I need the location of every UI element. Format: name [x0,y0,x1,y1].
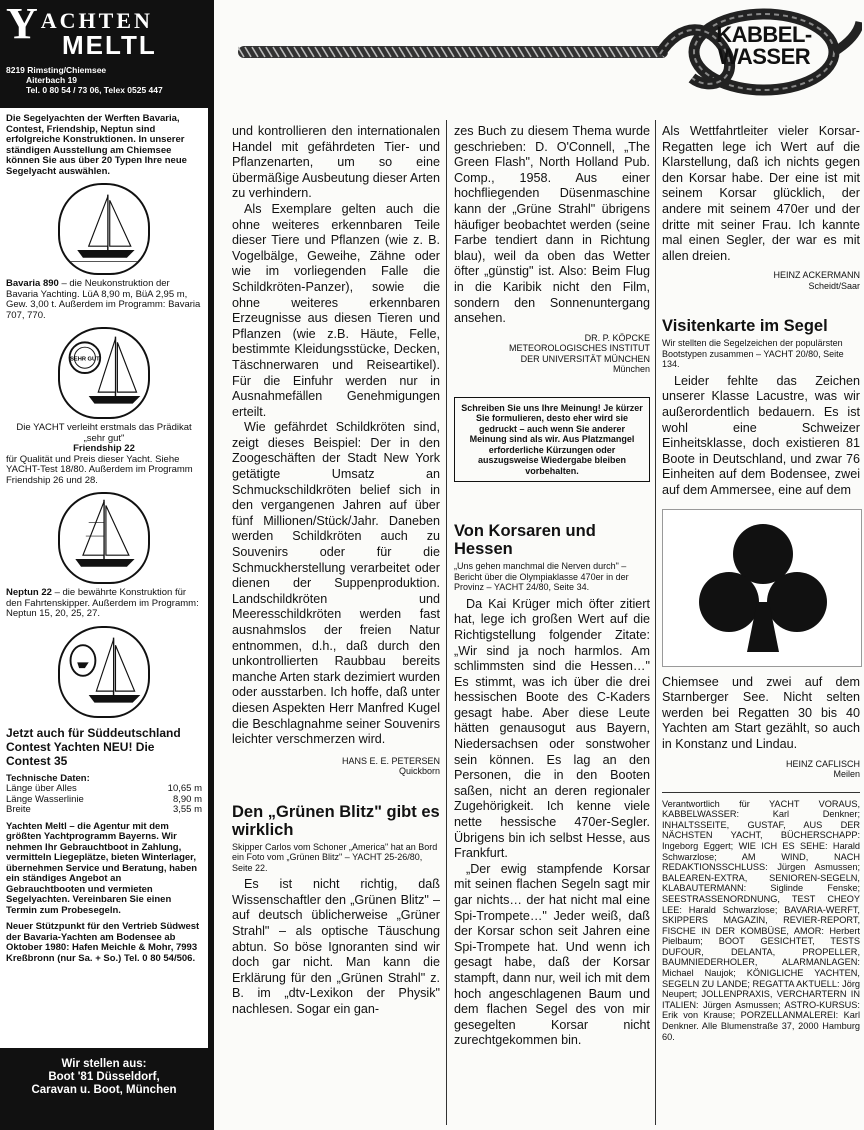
lacustre-sail-symbol [662,509,862,667]
letter-signature-name: HEINZ CAFLISCH [785,758,860,769]
letter-signature-institute: METEOROLOGISCHES INSTITUT [508,343,650,354]
letter-signature-name: HANS E. E. PETERSEN [341,755,440,766]
spec-label: Länge über Alles [6,783,77,794]
friendship-award-text: Die YACHT verleiht erstmals das Prädikat „sehr gut" [16,422,192,444]
kabbelwasser-logo [640,2,862,104]
letter-signature-place: Scheidt/Saar [808,280,860,291]
article-lead: Skipper Carlos vom Schoner „America" hat an Bord ein Foto vom „Grünen Blitz" – YACHT 25-26/80, Seite 22. [232,841,438,873]
impressum-text: Verantwortlich für YACHT VORAUS, KABBELWASSER: Karl Denkner; INHALTSSEITE, GUSTAF, AUS DER NÄCHSTEN YACHT, BÜCHERSCHAPP: Ingeborg Eggert; WIE ICH ES SEHE: Harald Schwarzlose; AM WIND, NACH REDAKTIONSSCHLUSS: Jürgen Asmussen; BALEAREN-EXTRA, SENIOREN-SEGELN, KLABAUTERMANN: Siglinde Fenske; SEESTRASSENORDNUNG, TEST CHEOY LEE: Harald Schwarzlose; BAVARIA-WERFT, SKIPPERS MAGAZIN, REVIER-REPORT, FISCHE IN DER KOMBÜSE, AMOR: Herbert Pielbaum; BOOT GESICHTET, TESTS DUFOUR, DELANTA, PROPELLER, BAUMNIEDERHOLER, ALARMANLAGEN: Michael Naujok; KÖNIGLICHE YACHTEN, SEGELN ZU LANDE; REGATTA AKTUELL: Jörg Neupert; JOLLENPRAXIS, VERCHARTERN IN ITALIEN: Jürgen Asmussen; ASTRO-KURSUS: Erik von Krause; PORZELLANMALEREI: Karl Denkner. Alle Blumenstraße 37, 2000 Hamburg 60. [662,798,860,1042]
article-lead: Wir stellten die Segelzeichen der populärsten Bootstypen zusammen – YACHT 20/80, Seite 134. [662,338,844,370]
ad-footer-line: Wir stellen aus: [61,1058,147,1070]
rope-banner [238,44,668,60]
article-paragraph: Wie gefährdet Schildkröten sind, zeigt dieses Beispiel: Der in den Zoogeschäften der Stadt New York getätigte Umsatz an Schmuckschildkröten belief sich in den vergangenen Jahren auf über fünf Millionen/Stück/Jahr. Daneben werden Schildkröten auch zu Souvenirs oder für die Schmuckherstellung verarbeitet oder dienen der Suppenproduktion. Landschildkröten und Meeresschildkröten werden fast ausnahmslos der freien Natur entnommen, d.h., daß durch den unkontrollierten Raubbau bereits manche Arten stark dezimiert wurden oder ausstarben. Ich hoffe, daß unter diesen Aspekten Herr Manfred Kugel die Beschlagnahme seiner Souvenirs leichter verschmerzen wird. [232,420,440,747]
letter-signature-name: DR. P. KÖPCKE [584,332,650,343]
article-headline: Den „Grünen Blitz" gibt es wirklich [232,802,440,839]
specs-title: Technische Daten: [6,772,90,784]
contest-heading: Jetzt auch für Süddeutschland Contest Yachten NEU! Die Contest 35 [6,725,181,768]
column-divider [655,120,656,1125]
advertisement-yachten-meltl [0,0,214,1130]
article-paragraph: Leider fehlte das Zeichen unserer Klasse Lacustre, was wir außerordentlich bedauern. Es ist wohl eine Schweizer Einheitsklasse, doch existieren 81 Boote in Deutschland, und zwar 76 Einheiten auf dem Bodensee, zwei auf dem Ammersee, eine auf dem [662,373,860,497]
sehr-gut-badge-text: SEHR GUT [70,356,100,363]
spec-label: Länge Wasserlinie [6,793,84,805]
ad-address-line: Aiterbach 19 [26,75,78,85]
spec-value: 10,65 m [167,783,202,794]
ad-brand-line1: ACHTEN [40,8,153,33]
sailboat-icon [60,185,148,273]
spec-value: 8,90 m [172,793,202,805]
ad-footer-line: Caravan u. Boot, München [31,1084,177,1096]
neptun-boat-image [58,492,150,584]
article-column-1 [232,124,440,1018]
article-paragraph: Da Kai Krüger mich öfter zitiert hat, lege ich großen Wert auf die Richtigstellung folgender Zitate: „Wir sind ja noch harmlos. Am schlimmsten sind die Hessen…" Es stimmt, was ich über die drei hessischen Boote des C-Kaders gesagt habe. Aber diese Leute hätten genausogut aus Bayern, Niedersachsen oder sonstwoher sein können. Es lag an den Personen, die in den Booten saßen, nicht an deren regionaler Zugehörigkeit. Ich kenne viele nette hessische 470er-Segler. Übrigens bin ich selbst Hesse, aus Frankfurt. [454,596,650,861]
neptun-text: – die bewährte Konstruktion für den Fahrtenskipper. Außerdem im Programm: Neptun 15, 20, 25, 27. [6,587,199,619]
article-paragraph: und kontrollieren den internationalen Handel mit gefährdeten Tier- und Pflanzenarten, um so eine übermäßige Ausbeutung dieser Arten zu verhindern. [232,124,440,201]
article-headline: Von Korsaren und Hessen [454,522,596,559]
sailboat-icon [60,494,148,582]
neptun-caption [6,588,202,620]
article-paragraph: Als Exemplare gelten auch die ohne weiteres erkennbaren Teile dieser Tiere und Pflanzen (wie z. B. Vogelbälge, Geweihe, Zähne oder wie im vorliegenden Falle die Schildkröten-Panzer), sowie die ohne weiteres erkennbaren Erzeugnisse aus diesen Tieren und Pflanzen (wie z.B. Häute, Felle, bestimmte Kleidungsstücke, Decken, Täschnerwaren und Reiseartikel). Für die Einfuhr werden nur in Ausnahmefällen Genehmigungen erteilt. [232,201,440,419]
article-paragraph: Als Wettfahrtleiter vieler Korsar-Regatten lege ich Wert auf die Klarstellung, daß ich nichts gegen den Korsar habe. Der eine ist mit seinem Korsar glücklich, der andere mit seinem 470er und der dritte mit seiner Frau. Ich kannte mal einen Segler, der war es mit allen dreien. [662,124,860,263]
sailboat-icon [60,628,148,716]
editorial-note-box: Schreiben Sie uns Ihre Meinung! Je kürzer Sie formulieren, desto eher wird sie gedruckt – auch wenn Sie anderer Meinung sind als wir. Aus Platzmangel erforderliche Kürzungen oder auszugsweise Wiedergabe bleiben vorbehalten. [454,397,650,483]
article-paragraph: „Der ewig stampfende Korsar mit seinen flachen Segeln sagt mir gar nichts… der hat nicht mal eine Spi-Trompete…" Jeder weiß, daß der Korsar schon seit Jahren eine Spi-Trompete hat. Und wenn ich gesagt habe, daß der Korsar stampft, dann nur, weil ich mit dem hoch angeschlagenen Baum und dem flachen Segel des von mir gesegelten Korsar nicht zurechtgekommen bin. [454,861,650,1048]
article-paragraph: Chiemsee und zwei auf dem Starnberger See. Nicht selten werden bei Regatten 30 bis 40 Yachten am Start gezählt, so auch in Konstanz und Lindau. [662,674,860,751]
article-paragraph: Es ist nicht richtig, daß Wissenschaftler den „Grünen Blitz" – auf deutsch üblicherweise „Grüner Strahl" – als optische Täuschung abtun. So böse Ignoranten sind wir doch gar nicht. Man kann die Erklärung für den „Grünen Strahl" z. B. im „dtv-Lexikon der Physik" nachlesen. Sogar ein gan- [232,877,440,1016]
bavaria-text: – die Neukonstruktion der Bavaria Yachting. LüA 8,90 m, BüA 2,95 m, Gew. 3,00 t. Außerdem im Programm: Bavaria 707, 770. [6,278,201,321]
bavaria-boat-image [58,183,150,275]
column-divider [446,120,447,1125]
impressum-block [662,792,860,1043]
friendship-text: für Qualität und Preis dieser Yacht. Siehe YACHT-Test 18/80. Außerdem im Programm Friendship 26 und 28. [6,453,193,486]
ad-address-line: 8219 Rimsting/Chiemsee [6,65,107,75]
spec-value: 3,55 m [172,804,202,815]
letter-signature-place: München [612,364,650,375]
spec-label: Breite [6,804,31,815]
ad-address-line: Tel. 0 80 54 / 73 06, Telex 0525 447 [26,85,163,95]
kabbelwasser-title [708,24,820,68]
letter-signature-name: HEINZ ACKERMANN [773,270,860,281]
ad-brand-line2: MELTL [62,30,157,60]
letter-signature-institute: DER UNIVERSITÄT MÜNCHEN [520,353,650,364]
ad-body [0,108,208,964]
sailboat-icon [60,329,148,417]
article-column-3 [662,124,860,1042]
bavaria-name: Bavaria 890 [6,278,59,289]
ad-header [0,0,208,108]
ad-brand-y: Y [6,0,41,48]
ad-footer [0,1048,208,1130]
article-paragraph: zes Buch zu diesem Thema wurde geschrieben: D. O'Connell, „The Green Flash", North Holland Pub. Comp., 1958. Aus einer hochfliegenden Düsenmaschine kann der „Grüne Strahl" übrigens häufiger beobachtet werden (seine Farbe tendiert dann in Richtung blau), weil da oben das Wetter öfter „günstig" ist. Also: Beim Flug in die Karibik nicht den Film, sondern den Sonnenuntergang ansehen. [454,124,650,326]
friendship-name: Friendship 22 [73,443,135,454]
club-symbol-icon [663,510,863,668]
article-headline: Visitenkarte im Segel [662,317,828,336]
spec-row [6,784,202,795]
ad-footer-line: Boot '81 Düsseldorf, [48,1071,160,1083]
letter-signature-place: Quickborn [398,766,440,777]
spec-row [6,805,202,816]
neptun-name: Neptun 22 [6,587,52,598]
contest-boat-image [58,626,150,718]
article-lead: „Uns gehen manchmal die Nerven durch" – Bericht über die Olympiaklasse 470er in der Provinz – YACHT 24/80, Seite 34. [454,561,629,593]
agency-text: Yachten Meltl – die Agentur mit dem größten Yachtprogramm Bayerns. Wir nehmen Ihr Gebrauchtboot in Zahlung, vermitteln Liegeplätze, bieten Winterlager, übernehmen Service und Beratung, haben ein ständiges Angebot an Gebrauchtbooten und vermieten Segelyachten. Vereinbaren Sie einen Termin zum Probesegeln. [6,820,198,916]
logo-line2: WASSER [717,44,811,69]
ad-address [6,65,202,95]
new-base-text: Neuer Stützpunkt für den Vertrieb Südwest der Bavaria-Yachten am Bodensee ab Oktober 1980: Hafen Meichle & Mohr, 7993 Kreßbronn (nur Sa. + So.) Tel. 0 80 54/506. [6,921,200,964]
ad-intro: Die Segelyachten der Werften Bavaria, Contest, Friendship, Neptun sind erfolgreiche Konstruktionen. In unserer ständigen Ausstellung am Chiemsee können Sie aus über 20 Typen Ihre neue Segelyacht auswählen. [6,113,187,177]
article-column-2 [454,124,650,1049]
logo-line1: KABBEL- [716,22,812,47]
letter-signature-place: Meilen [833,769,860,780]
friendship-caption [6,444,202,455]
friendship-boat-image [58,327,150,419]
bavaria-caption [6,279,202,321]
